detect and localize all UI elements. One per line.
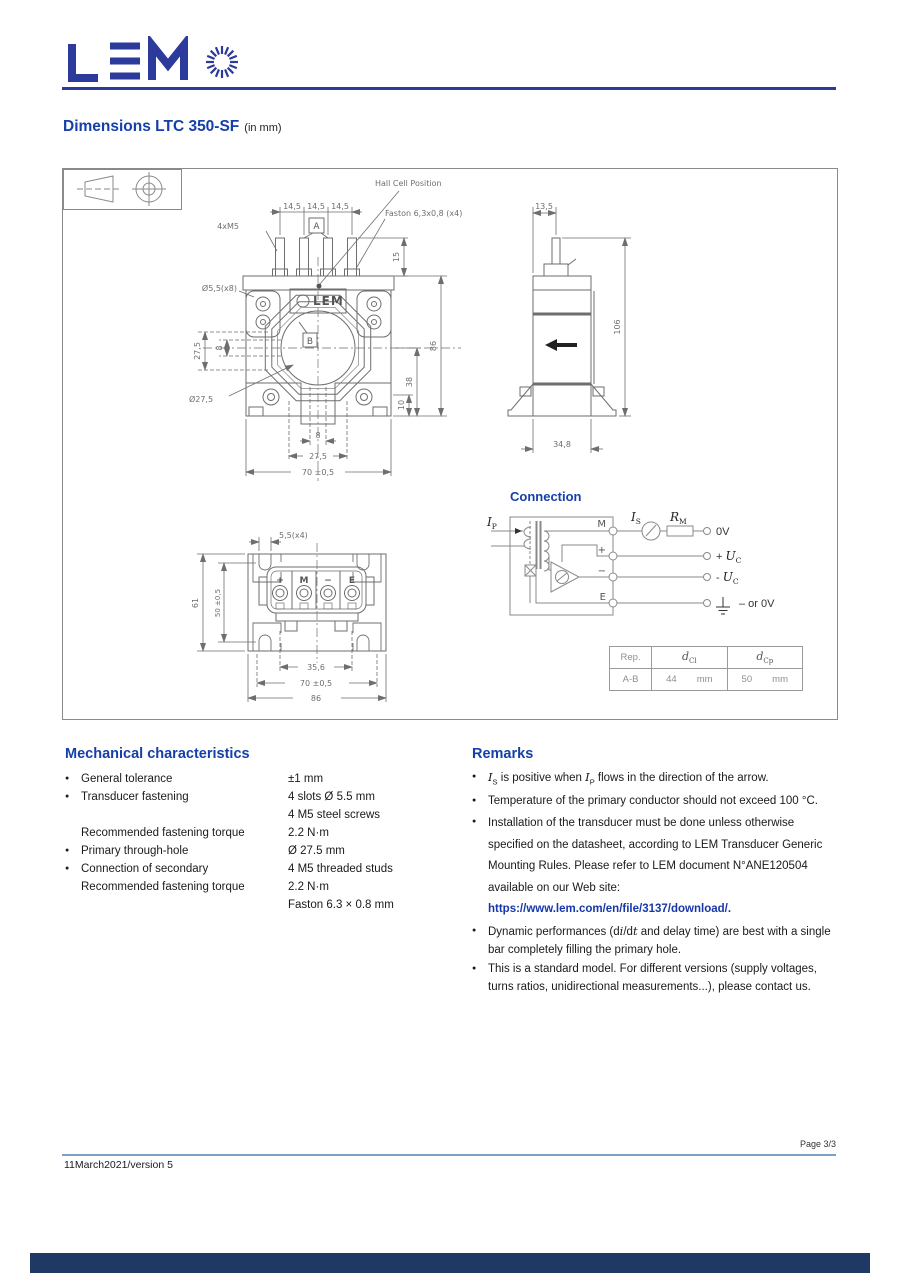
remark-item: ● Installation of the transducer must be done unless otherwise specified on the datasheet, according to LEM Transducer Generic Mounting Rules. Please refer to LEM document N°ANE120504 available on our Web site: https://www.lem.com/en/file/3137/download/.	[472, 813, 840, 921]
terminal-minus: −	[324, 576, 332, 586]
remarks-list	[472, 768, 840, 997]
bottom-accent-bar	[30, 1253, 870, 1273]
col-dcl: $d_{Cl}$	[652, 647, 727, 669]
output-minus-uc: - UC	[716, 570, 739, 586]
dim-35-6: 35,6	[307, 663, 325, 672]
front-view-dimensions	[197, 191, 447, 476]
dim-14-5-1: 14,5	[283, 202, 301, 211]
table-data-row	[610, 669, 803, 691]
dim-34-8: 34,8	[553, 440, 571, 449]
dim-106: 106	[613, 319, 622, 335]
datum-b: B	[306, 337, 314, 347]
dim-50: 50 ±0,5	[214, 588, 222, 618]
dim-8-bottom: 8	[315, 431, 321, 440]
page-number: Page 3/3	[799, 1139, 836, 1149]
dim-86-bottom: 86	[310, 694, 322, 703]
dim-5-5: 5,5(x4)	[279, 531, 308, 540]
ground-icon	[716, 597, 730, 614]
output-plus-uc: + UC	[716, 549, 742, 565]
lem-download-link[interactable]: https://www.lem.com/en/file/3137/download/	[488, 903, 728, 916]
mech-row: ● Connection of secondary 4 M5 threaded studs	[65, 860, 460, 878]
ground-note: – or 0V	[739, 598, 775, 610]
terminal-label-m: M	[597, 519, 606, 530]
terminal-label-minus: −	[597, 566, 606, 577]
terminal-block	[259, 567, 374, 613]
bottom-view	[197, 537, 386, 702]
mech-row: Faston 6.3 × 0.8 mm	[288, 899, 394, 911]
mech-row: ● Primary through-hole Ø 27.5 mm	[65, 842, 460, 860]
mech-row: ● Transducer fastening 4 slots Ø 5.5 mm	[65, 788, 460, 806]
dim-14-5-2: 14,5	[307, 202, 325, 211]
version-text: 11March2021/version 5	[64, 1159, 173, 1171]
mech-list	[65, 770, 460, 914]
mech-section-title: Mechanical characteristics	[65, 746, 250, 762]
drawing-frame	[62, 168, 838, 720]
terminal-label-plus: +	[597, 545, 606, 556]
mech-row: Recommended fastening torque 2.2 N·m	[81, 827, 329, 839]
cell-rep: A-B	[610, 669, 652, 691]
studs	[273, 238, 360, 276]
datum-a: A	[313, 222, 320, 232]
feet	[246, 383, 391, 424]
studs-label: 4xM5	[217, 222, 239, 231]
table-header-row	[610, 647, 803, 669]
dim-70-front: 70 ±0,5	[301, 468, 335, 477]
dim-27-5-left: 27,5	[193, 342, 202, 360]
is-label: IS	[631, 510, 641, 526]
lem-logo	[62, 36, 262, 88]
col-dcp: $d_{Cp}$	[727, 647, 802, 669]
dim-27-5-bottom: 27,5	[309, 452, 327, 461]
mech-row: ● General tolerance ±1 mm	[65, 770, 460, 788]
projection-symbol-icon	[64, 170, 182, 210]
remark-item: ● $I_S$ is positive when $I_P$ flows in the direction of the arrow.	[472, 768, 840, 791]
current-direction-arrow	[545, 339, 577, 351]
clearance-table	[609, 646, 803, 691]
lem-starburst-icon	[206, 46, 238, 78]
lem-nameplate-text: LEM	[313, 294, 344, 308]
connection-diagram	[491, 517, 730, 615]
dim-8-left: 8	[215, 345, 224, 351]
rm-label: RM	[670, 510, 687, 526]
header-rule	[62, 87, 836, 90]
remarks-section-title: Remarks	[472, 746, 534, 762]
hall-cell-dot	[317, 284, 322, 289]
remark-item: ● Temperature of the primary conductor should not exceed 100 °C.	[472, 792, 840, 810]
hole-diameter-label: Ø27,5	[188, 395, 214, 404]
dim-38: 38	[405, 376, 414, 388]
footer-rule	[62, 1154, 836, 1156]
connection-title: Connection	[510, 489, 582, 504]
dim-86: 86	[429, 340, 438, 352]
title-unit-note: (in mm)	[244, 122, 282, 134]
mech-row: 4 M5 steel screws	[288, 809, 381, 821]
page-title	[63, 118, 282, 136]
dim-61: 61	[191, 597, 200, 609]
title-text: Dimensions LTC 350-SF	[63, 118, 240, 135]
remark-item: ● This is a standard model. For different versions (supply voltages, turns ratios, unidirectional measurements...), please contact us.	[472, 960, 840, 996]
dim-70-bottom: 70 ±0,5	[299, 679, 333, 688]
slots-label: Ø5,5(x8)	[201, 284, 237, 293]
dim-15: 15	[392, 251, 401, 263]
lem-logotype	[72, 44, 184, 80]
terminal-label-e: E	[599, 592, 606, 603]
dim-10: 10	[397, 399, 406, 411]
col-rep: Rep.	[610, 647, 652, 669]
dim-14-5-3: 14,5	[331, 202, 349, 211]
terminal-m: M	[299, 576, 309, 586]
cell-dcl: 44 mm	[652, 669, 727, 691]
remark-item: ● Dynamic performances (di/dt and delay time) are best with a single bar completely filling the primary hole.	[472, 922, 840, 959]
terminal-e: E	[348, 576, 356, 586]
front-view	[203, 238, 461, 481]
hall-cell-label: Hall Cell Position	[375, 179, 442, 188]
output-0v: 0V	[716, 526, 730, 538]
ip-label: IP	[487, 515, 497, 531]
terminal-plus: +	[276, 576, 284, 586]
faston-label: Faston 6,3x0,8 (x4)	[385, 209, 463, 218]
cell-dcp: 50 mm	[727, 669, 802, 691]
dim-13-5: 13,5	[535, 202, 553, 211]
mech-row: Recommended fastening torque 2.2 N·m	[81, 881, 329, 893]
